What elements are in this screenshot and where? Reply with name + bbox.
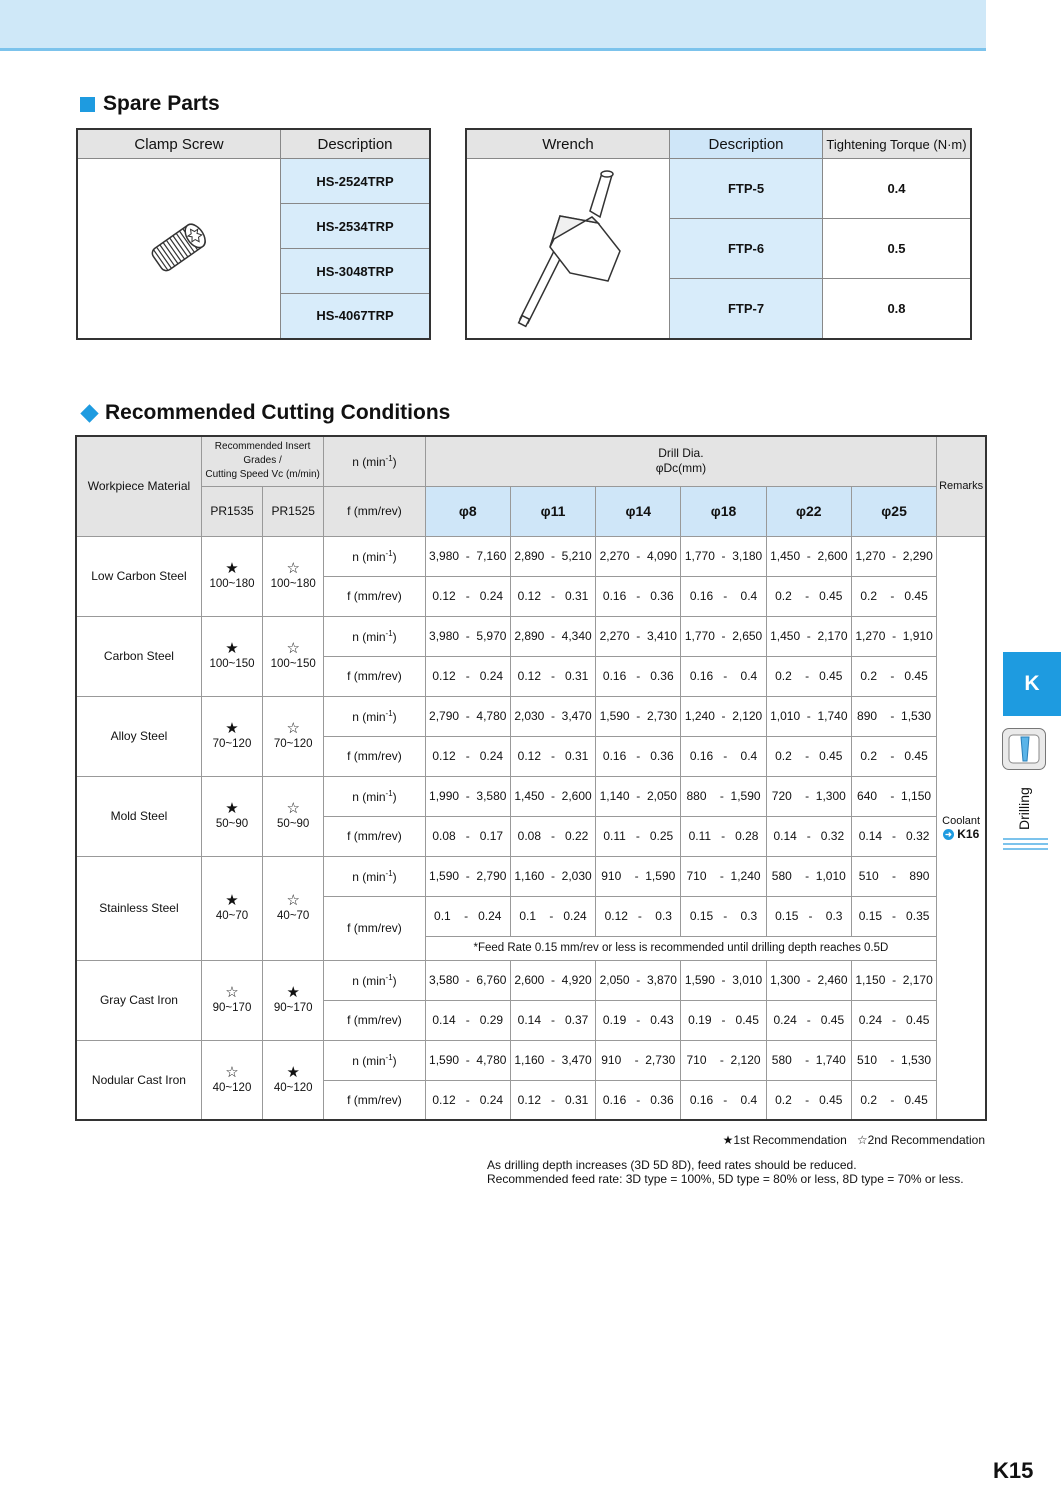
f-label: f (mm/rev)	[324, 736, 425, 776]
f-range: 0.2 - 0.45	[851, 736, 936, 776]
n-range: 890 - 1,530	[851, 696, 936, 736]
n-range: 1,270 - 2,290	[851, 536, 936, 576]
n-label: n $(\min^{-1})$	[324, 616, 425, 656]
grade2-cell: ☆ 100~150	[263, 616, 324, 696]
f-range: 0.12 - 0.24	[425, 656, 510, 696]
n-label: n $(\min^{-1})$	[324, 536, 425, 576]
f-range: 0.14 - 0.37	[510, 1000, 595, 1040]
arrow-right-icon: ➜	[943, 829, 954, 840]
recommendation-star-icon: ★	[225, 720, 239, 737]
f-range: 0.2 - 0.45	[851, 576, 936, 616]
wrench-header: Wrench	[466, 129, 670, 159]
recommendation-star-icon: ★	[225, 640, 239, 657]
recommendation-star-icon: ★	[225, 892, 239, 909]
n-range: 710 - 2,120	[681, 1040, 766, 1080]
n-range: 1,010 - 1,740	[766, 696, 851, 736]
n-range: 1,590 - 2,730	[596, 696, 681, 736]
recommendation-star-icon: ☆	[286, 800, 300, 817]
n-range: 510 - 1,530	[851, 1040, 936, 1080]
dia-header: φ18	[681, 486, 766, 536]
f-range: 0.11 - 0.25	[596, 816, 681, 856]
n-range: 710 - 1,240	[681, 856, 766, 896]
recommendation-star-icon: ★	[225, 800, 239, 817]
n-range: 3,580 - 6,760	[425, 960, 510, 1000]
cutting-conditions-title: Recommended Cutting Conditions	[80, 401, 450, 425]
dia-header: φ11	[510, 486, 595, 536]
f-range: 0.16 - 0.36	[596, 1080, 681, 1120]
clamp-screw-code: HS-2534TRP	[281, 204, 431, 249]
recommendation-star-icon: ★	[225, 560, 239, 577]
n-range: 2,270 - 4,090	[596, 536, 681, 576]
n-range: 1,770 - 2,650	[681, 616, 766, 656]
f-range: 0.12 - 0.24	[425, 1080, 510, 1120]
f-range: 0.12 - 0.31	[510, 736, 595, 776]
workpiece-material: Gray Cast Iron	[76, 960, 201, 1040]
grade-pr1535: PR1535	[201, 486, 262, 536]
f-range: 0.2 - 0.45	[851, 656, 936, 696]
f-label: f (mm/rev)	[324, 1000, 425, 1040]
clamp-screw-desc-header: Description	[281, 129, 431, 159]
recommendation-star-icon: ☆	[286, 560, 300, 577]
table-row	[76, 1040, 986, 1080]
grade2-cell: ☆ 40~70	[263, 856, 324, 960]
clamp-screw-table	[76, 128, 431, 340]
table-row	[76, 616, 986, 656]
table-row	[76, 696, 986, 736]
n-header: n $(\min^{-1})$	[324, 436, 425, 486]
n-range: 2,270 - 3,410	[596, 616, 681, 656]
torque-value: 0.8	[823, 279, 972, 339]
remarks-cell: Coolant ➜ K16	[937, 536, 986, 1120]
table-row	[76, 536, 986, 576]
clamp-screw-image	[77, 159, 281, 339]
f-range: 0.2 - 0.45	[766, 576, 851, 616]
f-range: 0.19 - 0.43	[596, 1000, 681, 1040]
recommendation-legend: ★1st Recommendation ☆2nd Recommendation	[722, 1133, 985, 1147]
workpiece-material: Carbon Steel	[76, 616, 201, 696]
f-range: 0.19 - 0.45	[681, 1000, 766, 1040]
torque-value: 0.5	[823, 219, 972, 279]
grade2-cell: ☆ 70~120	[263, 696, 324, 776]
recommendation-star-icon: ☆	[225, 984, 239, 1001]
f-range: 0.1 - 0.24	[425, 896, 510, 936]
n-label: n $(\min^{-1})$	[324, 696, 425, 736]
workpiece-header: Workpiece Material	[76, 436, 201, 536]
f-range: 0.16 - 0.4	[681, 1080, 766, 1120]
wrench-table	[465, 128, 972, 340]
clamp-screw-code: HS-2524TRP	[281, 159, 431, 204]
n-label: n $(\min^{-1})$	[324, 776, 425, 816]
grade1-cell: ★ 50~90	[201, 776, 262, 856]
f-range: 0.14 - 0.32	[851, 816, 936, 856]
n-range: 3,980 - 5,970	[425, 616, 510, 656]
f-range: 0.14 - 0.29	[425, 1000, 510, 1040]
section-tab-k[interactable]: K	[1003, 652, 1061, 716]
n-range: 1,450 - 2,600	[510, 776, 595, 816]
recommendation-star-icon: ★	[286, 1063, 300, 1081]
square-bullet-icon	[80, 97, 95, 112]
grade2-cell: ★ 90~170	[263, 960, 324, 1040]
grades-header: Recommended Insert Grades / Cutting Speed Vc (m/min)	[201, 436, 323, 486]
n-range: 1,590 - 4,780	[425, 1040, 510, 1080]
grade2-cell: ★ 40~120	[263, 1040, 324, 1120]
n-range: 910 - 2,730	[596, 1040, 681, 1080]
n-range: 2,050 - 3,870	[596, 960, 681, 1000]
f-range: 0.2 - 0.45	[851, 1080, 936, 1120]
side-stripes	[1003, 838, 1048, 853]
table-row	[76, 960, 986, 1000]
grade2-cell: ☆ 100~180	[263, 536, 324, 616]
top-header-band	[0, 0, 986, 51]
f-range: 0.2 - 0.45	[766, 656, 851, 696]
workpiece-material: Mold Steel	[76, 776, 201, 856]
f-range: 0.2 - 0.45	[766, 736, 851, 776]
grade1-cell: ★ 40~70	[201, 856, 262, 960]
n-range: 1,450 - 2,170	[766, 616, 851, 656]
n-range: 1,240 - 2,120	[681, 696, 766, 736]
n-range: 910 - 1,590	[596, 856, 681, 896]
n-range: 720 - 1,300	[766, 776, 851, 816]
n-label: n $(\min^{-1})$	[324, 856, 425, 896]
f-range: 0.15 - 0.3	[766, 896, 851, 936]
f-label: f (mm/rev)	[324, 896, 425, 960]
grade1-cell: ☆ 40~120	[201, 1040, 262, 1120]
drill-icon	[1002, 728, 1046, 770]
n-label: n $(\min^{-1})$	[324, 960, 425, 1000]
drilling-section-label: Drilling	[1016, 787, 1032, 830]
recommendation-star-icon: ★	[286, 984, 300, 1001]
n-range: 3,980 - 7,160	[425, 536, 510, 576]
grade1-cell: ★ 70~120	[201, 696, 262, 776]
f-range: 0.16 - 0.4	[681, 736, 766, 776]
cutting-conditions-table	[75, 435, 987, 1121]
n-range: 1,270 - 1,910	[851, 616, 936, 656]
feed-rate-note: *Feed Rate 0.15 mm/rev or less is recommended until drilling depth reaches 0.5D	[425, 936, 937, 960]
wrench-desc-header: Description	[670, 129, 823, 159]
n-range: 580 - 1,010	[766, 856, 851, 896]
n-range: 510 - 890	[851, 856, 936, 896]
f-range: 0.15 - 0.35	[851, 896, 936, 936]
clamp-screw-icon	[134, 206, 224, 286]
n-range: 640 - 1,150	[851, 776, 936, 816]
grade1-cell: ★ 100~180	[201, 536, 262, 616]
n-range: 2,030 - 3,470	[510, 696, 595, 736]
f-range: 0.2 - 0.45	[766, 1080, 851, 1120]
f-range: 0.12 - 0.3	[596, 896, 681, 936]
f-label: f (mm/rev)	[324, 1080, 425, 1120]
wrench-code: FTP-6	[670, 219, 823, 279]
diamond-bullet-icon	[80, 404, 98, 422]
f-range: 0.15 - 0.3	[681, 896, 766, 936]
f-range: 0.16 - 0.36	[596, 656, 681, 696]
f-range: 0.16 - 0.4	[681, 656, 766, 696]
page-number: K15	[993, 1458, 1034, 1483]
f-range: 0.16 - 0.4	[681, 576, 766, 616]
n-range: 2,890 - 5,210	[510, 536, 595, 576]
n-label: n $(\min^{-1})$	[324, 1040, 425, 1080]
n-range: 2,600 - 4,920	[510, 960, 595, 1000]
torque-value: 0.4	[823, 159, 972, 219]
grade1-cell: ★ 100~150	[201, 616, 262, 696]
remarks-header: Remarks	[937, 436, 986, 536]
f-range: 0.12 - 0.31	[510, 1080, 595, 1120]
table-row	[76, 776, 986, 816]
n-range: 1,140 - 2,050	[596, 776, 681, 816]
n-range: 1,590 - 3,010	[681, 960, 766, 1000]
n-range: 1,770 - 3,180	[681, 536, 766, 576]
clamp-screw-header: Clamp Screw	[77, 129, 281, 159]
n-range: 2,790 - 4,780	[425, 696, 510, 736]
spare-parts-title: Spare Parts	[80, 92, 220, 116]
f-label: f (mm/rev)	[324, 656, 425, 696]
f-range: 0.16 - 0.36	[596, 736, 681, 776]
f-range: 0.08 - 0.17	[425, 816, 510, 856]
n-range: 1,160 - 2,030	[510, 856, 595, 896]
n-range: 2,890 - 4,340	[510, 616, 595, 656]
f-range: 0.12 - 0.24	[425, 576, 510, 616]
grade-pr1525: PR1525	[263, 486, 324, 536]
recommendation-star-icon: ☆	[286, 892, 300, 909]
f-range: 0.1 - 0.24	[510, 896, 595, 936]
wrench-image	[466, 159, 670, 339]
f-label: f (mm/rev)	[324, 576, 425, 616]
f-range: 0.24 - 0.45	[851, 1000, 936, 1040]
clamp-screw-code: HS-4067TRP	[281, 294, 431, 339]
workpiece-material: Alloy Steel	[76, 696, 201, 776]
n-range: 1,450 - 2,600	[766, 536, 851, 576]
f-range: 0.16 - 0.36	[596, 576, 681, 616]
f-range: 0.11 - 0.28	[681, 816, 766, 856]
dia-header: φ22	[766, 486, 851, 536]
n-range: 880 - 1,590	[681, 776, 766, 816]
page-ref-link[interactable]: ➜ K16	[937, 827, 985, 841]
f-range: 0.12 - 0.31	[510, 576, 595, 616]
dia-header: φ25	[851, 486, 936, 536]
n-range: 1,300 - 2,460	[766, 960, 851, 1000]
wrench-code: FTP-7	[670, 279, 823, 339]
workpiece-material: Stainless Steel	[76, 856, 201, 960]
torque-header: Tightening Torque (N·m)	[823, 129, 972, 159]
f-range: 0.12 - 0.24	[425, 736, 510, 776]
f-range: 0.14 - 0.32	[766, 816, 851, 856]
recommendation-star-icon: ☆	[286, 640, 300, 657]
n-range: 1,590 - 2,790	[425, 856, 510, 896]
table-row	[76, 856, 986, 896]
f-range: 0.24 - 0.45	[766, 1000, 851, 1040]
workpiece-material: Nodular Cast Iron	[76, 1040, 201, 1120]
n-range: 1,150 - 2,170	[851, 960, 936, 1000]
recommendation-star-icon: ☆	[225, 1063, 239, 1081]
feed-rate-footnote: As drilling depth increases (3D 5D 8D), feed rates should be reduced. Recommended feed rate: 3D type = 100%, 5D type = 80% or less, 8D type = 70% or less.	[487, 1158, 964, 1186]
clamp-screw-code: HS-3048TRP	[281, 249, 431, 294]
wrench-icon	[498, 161, 638, 331]
n-range: 580 - 1,740	[766, 1040, 851, 1080]
f-range: 0.12 - 0.31	[510, 656, 595, 696]
grade2-cell: ☆ 50~90	[263, 776, 324, 856]
grade1-cell: ☆ 90~170	[201, 960, 262, 1040]
wrench-code: FTP-5	[670, 159, 823, 219]
f-label: f (mm/rev)	[324, 816, 425, 856]
f-range: 0.08 - 0.22	[510, 816, 595, 856]
dia-header: φ14	[596, 486, 681, 536]
n-range: 1,990 - 3,580	[425, 776, 510, 816]
workpiece-material: Low Carbon Steel	[76, 536, 201, 616]
drill-dia-header: Drill Dia. φDc(mm)	[425, 436, 937, 486]
n-range: 1,160 - 3,470	[510, 1040, 595, 1080]
dia-header: φ8	[425, 486, 510, 536]
recommendation-star-icon: ☆	[286, 720, 300, 737]
f-header: f (mm/rev)	[324, 486, 425, 536]
